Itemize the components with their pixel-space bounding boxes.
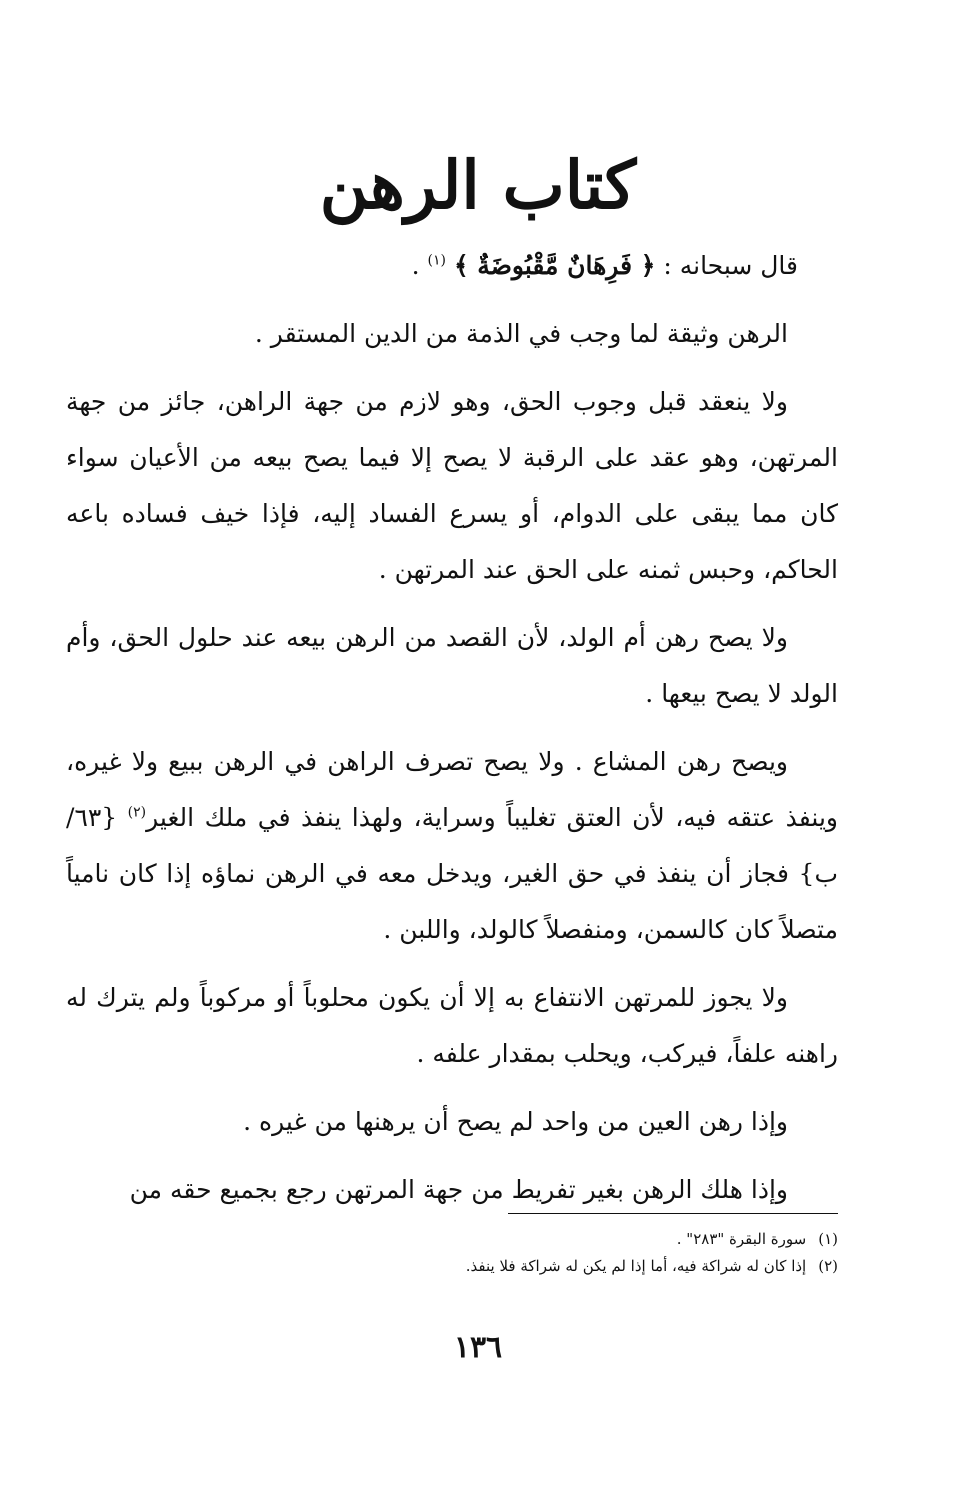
quran-quote: ﴿ فَرِهَانٌ مَّقْبُوضَةٌ ﴾ xyxy=(453,251,656,280)
footnote-text: سورة البقرة "٢٨٣" . xyxy=(676,1230,807,1248)
page-number: ١٣٦ xyxy=(453,1330,503,1365)
body-text xyxy=(66,238,838,1230)
paragraph: وإذا هلك الرهن بغير تفريط من جهة المرتهن رجع بجميع حقه من xyxy=(129,1175,788,1204)
paragraph: الرهن وثيقة لما وجب في الذمة من الدين المستقر . xyxy=(254,319,788,348)
intro-prefix: قال سبحانه : xyxy=(655,251,798,280)
footnote-number: (١) xyxy=(818,1230,838,1248)
paragraph-text-after: {٦٣/ ب} فجاز أن ينفذ في حق الغير، ويدخل معه في الرهن نماؤه إذا كان نامياً متصلاً كان كالسمن، ومنفصلاً كالولد، واللبن . xyxy=(66,803,838,944)
footnote-ref-2: (٢) xyxy=(127,804,147,821)
paragraph-text-before: ويصح رهن المشاع . ولا يصح تصرف الراهن في الرهن ببيع ولا غيره، وينفذ عتقه فيه، لأن العتق تغليباً وسراية، ولهذا ينفذ في ملك الغير xyxy=(66,747,838,832)
footnote-item xyxy=(66,1253,838,1280)
paragraph: ولا يجوز للمرتهن الانتفاع به إلا أن يكون محلوباً أو مركوباً ولم يترك له راهنه علفاً، فيركب، ويحلب بمقدار علفه . xyxy=(66,983,838,1068)
paragraph: وإذا رهن العين من واحد لم يصح أن يرهنها من غيره . xyxy=(243,1107,788,1136)
footnote-text: إذا كان له شراكة فيه، أما إذا لم يكن له شراكة فلا ينفذ. xyxy=(465,1257,807,1275)
intro-suffix: . xyxy=(411,251,428,280)
footnote-number: (٢) xyxy=(818,1257,838,1275)
chapter-title: كتاب الرهن xyxy=(319,146,637,224)
footnotes xyxy=(66,1226,838,1280)
footnote-item xyxy=(66,1226,838,1253)
footnote-ref-1: (١) xyxy=(427,252,446,269)
footnote-divider xyxy=(508,1213,838,1214)
intro-paragraph xyxy=(66,238,838,294)
paragraph: ولا ينعقد قبل وجوب الحق، وهو لازم من جهة الراهن، جائز من جهة المرتهن، وهو عقد على الرقبة لا يصح إلا فيما يصح بيعه من الأعيان سواء كان مما يبقى على الدوام، أو يسرع الفساد إليه، فإذا خيف فساده باعه الحاكم، وحبس ثمنه على الحق عند المرتهن . xyxy=(66,387,838,584)
paragraph: ولا يصح رهن أم الولد، لأن القصد من الرهن بيعه عند حلول الحق، وأم الولد لا يصح بيعها . xyxy=(66,623,838,708)
paragraph-with-footnote xyxy=(66,734,838,958)
